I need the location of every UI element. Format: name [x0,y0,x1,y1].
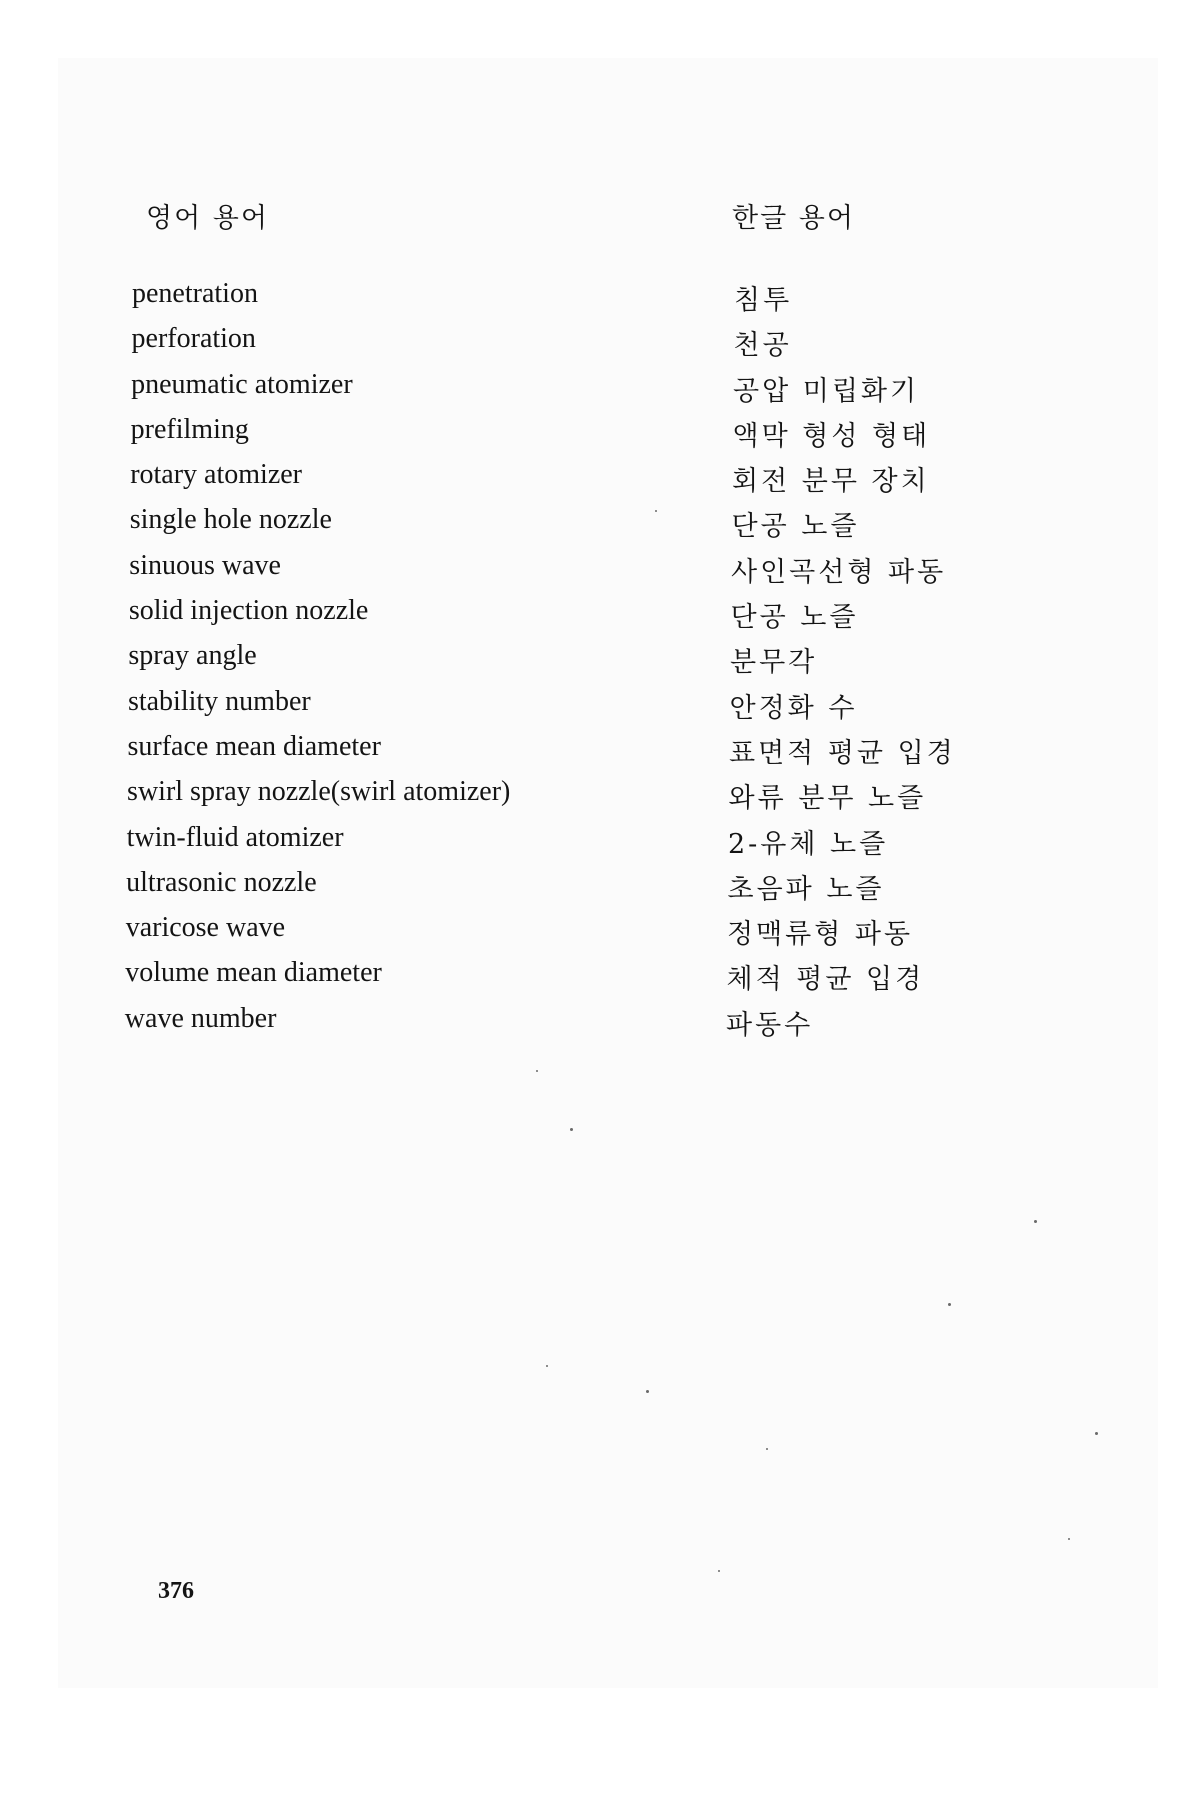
glossary-row [0,686,1200,731]
korean-term: 안정화 수 [729,692,858,724]
english-term: prefilming [130,413,249,445]
glossary-row [0,1003,1200,1048]
glossary-row [0,414,1200,459]
korean-term: 파동수 [726,1009,814,1041]
korean-term: 단공 노즐 [731,511,860,543]
korean-term: 사인곡선형 파동 [731,556,947,588]
english-term: varicose wave [125,912,286,944]
glossary-row [0,595,1200,640]
english-term: penetration [132,278,258,309]
korean-term: 와류 분무 노즐 [728,783,927,815]
scan-speck [718,1570,720,1572]
scan-speck [1034,1220,1037,1223]
scan-speck [536,1070,538,1072]
english-term: perforation [131,323,256,355]
english-term: sinuous wave [129,549,281,581]
glossary-row [0,776,1200,821]
glossary-row [0,550,1200,595]
korean-term: 단공 노즐 [730,602,859,634]
korean-term: 초음파 노즐 [727,873,885,905]
scan-speck [766,1448,768,1450]
korean-term: 액막 형성 형태 [732,420,931,452]
english-term: stability number [127,685,311,717]
english-term: rotary atomizer [130,459,303,491]
english-term: wave number [124,1002,277,1034]
column-header-row [0,196,1200,236]
english-term: pneumatic atomizer [131,368,353,400]
english-term-column-header: 영어 용어 [146,203,269,234]
english-term: spray angle [128,640,257,672]
glossary-row [0,369,1200,414]
korean-term: 회전 분무 장치 [732,466,930,498]
glossary-row [0,867,1200,912]
scan-speck [546,1365,548,1367]
english-term: single hole nozzle [129,504,332,536]
glossary-row [0,323,1200,368]
scan-speck [1095,1432,1098,1435]
glossary-row [0,459,1200,504]
scan-speck [1068,1538,1070,1540]
glossary-term-list [0,278,1200,1048]
scan-speck [948,1303,951,1306]
korean-term: 표면적 평균 입경 [729,737,956,769]
glossary-row [0,822,1200,867]
english-term: ultrasonic nozzle [126,866,317,898]
english-term: solid injection nozzle [128,595,369,627]
english-term: twin-fluid atomizer [126,821,344,853]
korean-term: 정맥류형 파동 [727,919,914,951]
glossary-row [0,504,1200,549]
glossary-row [0,912,1200,957]
scan-speck [570,1128,573,1131]
scan-speck [655,510,657,512]
korean-term: 천공 [733,330,792,362]
korean-term-column-header: 한글 용어 [732,203,855,234]
page-number: 376 [158,1578,194,1604]
korean-term: 체적 평균 입경 [726,964,925,996]
glossary-row [0,278,1200,323]
scan-speck [646,1390,649,1393]
glossary-row [0,640,1200,685]
korean-term: 분무각 [730,647,818,679]
korean-term: 2-유체 노즐 [728,828,889,860]
korean-term: 침투 [734,285,793,316]
glossary-row [0,957,1200,1002]
korean-term: 공압 미립화기 [733,375,920,407]
english-term: swirl spray nozzle(swirl atomizer) [127,776,511,808]
english-term: volume mean diameter [125,957,382,989]
english-term: surface mean diameter [127,730,381,762]
glossary-row [0,731,1200,776]
